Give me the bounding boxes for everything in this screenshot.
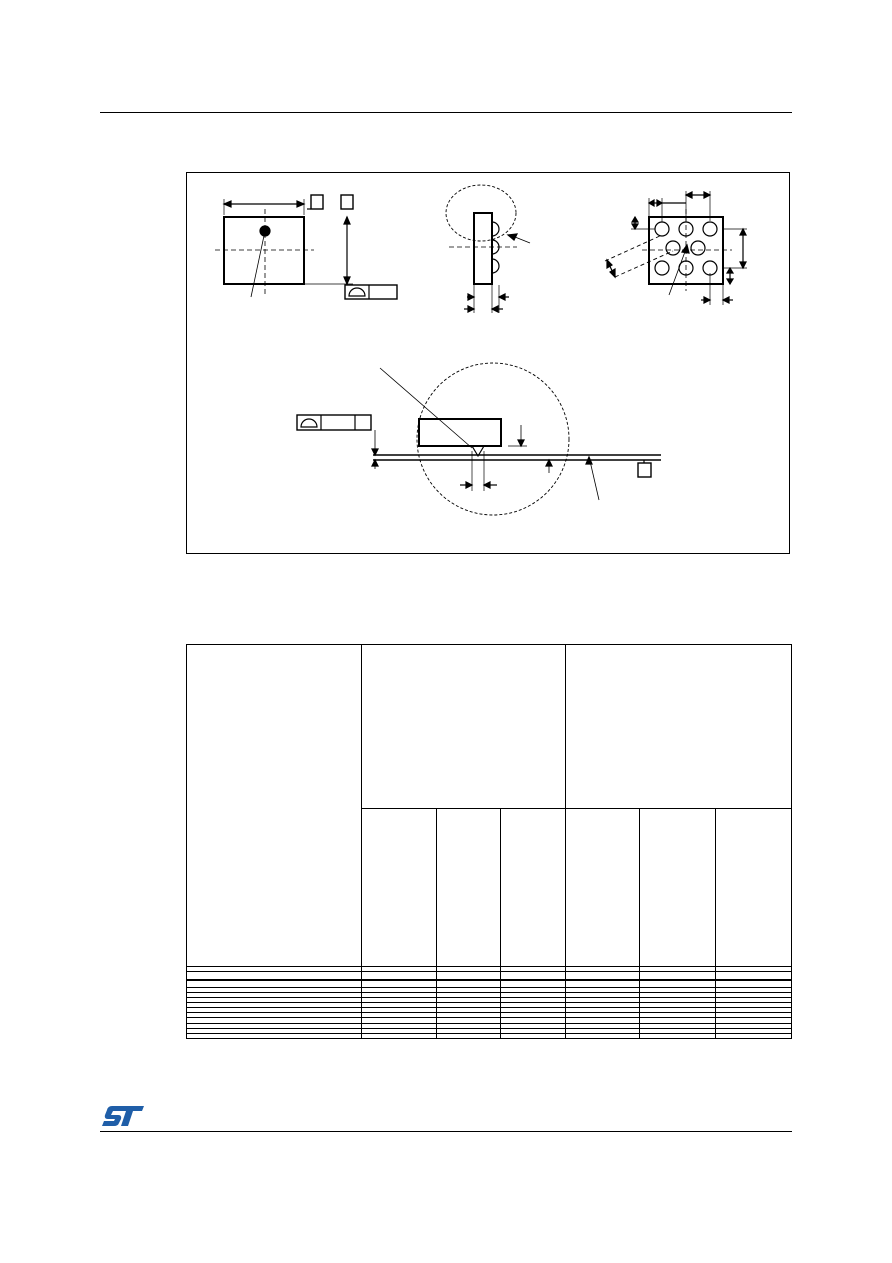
bottom-view xyxy=(605,191,747,305)
package-drawing xyxy=(187,173,791,555)
table-cell xyxy=(640,1033,716,1038)
table-cell xyxy=(501,972,566,980)
sub-header-cell xyxy=(501,808,566,967)
table-cell xyxy=(437,972,501,980)
table-cell xyxy=(566,972,640,980)
dim-header-cell xyxy=(187,645,362,967)
table-cell xyxy=(566,1033,640,1038)
table-cell xyxy=(187,980,362,988)
table-cell xyxy=(501,1033,566,1038)
sub-header-cell xyxy=(566,808,640,967)
table-row xyxy=(187,972,792,980)
package-outline-figure xyxy=(186,172,790,554)
table-row xyxy=(187,980,792,988)
table-cell xyxy=(716,980,792,988)
table-body xyxy=(187,967,792,1039)
top-view xyxy=(215,195,397,299)
table-cell xyxy=(437,980,501,988)
dimensions-table xyxy=(186,644,792,1039)
table-cell xyxy=(640,972,716,980)
table-cell xyxy=(716,1033,792,1038)
column-group-header xyxy=(566,645,792,809)
table-cell xyxy=(362,972,437,980)
sub-header-cell xyxy=(640,808,716,967)
table-cell xyxy=(566,980,640,988)
table-cell xyxy=(640,980,716,988)
column-group-header xyxy=(362,645,566,809)
table-cell xyxy=(437,1033,501,1038)
sub-header-cell xyxy=(362,808,437,967)
table-row xyxy=(187,1033,792,1038)
st-logo-icon xyxy=(100,1104,148,1128)
st-logo xyxy=(100,1104,148,1133)
table-cell xyxy=(716,972,792,980)
table-cell xyxy=(187,1033,362,1038)
table-cell xyxy=(501,980,566,988)
footer-rule xyxy=(100,1131,792,1132)
table-cell xyxy=(362,980,437,988)
side-view xyxy=(446,185,530,313)
sub-header-cell xyxy=(716,808,792,967)
detail-view xyxy=(297,363,661,515)
table-cell xyxy=(187,972,362,980)
sub-header-cell xyxy=(437,808,501,967)
header-rule xyxy=(100,112,792,113)
table-cell xyxy=(362,1033,437,1038)
